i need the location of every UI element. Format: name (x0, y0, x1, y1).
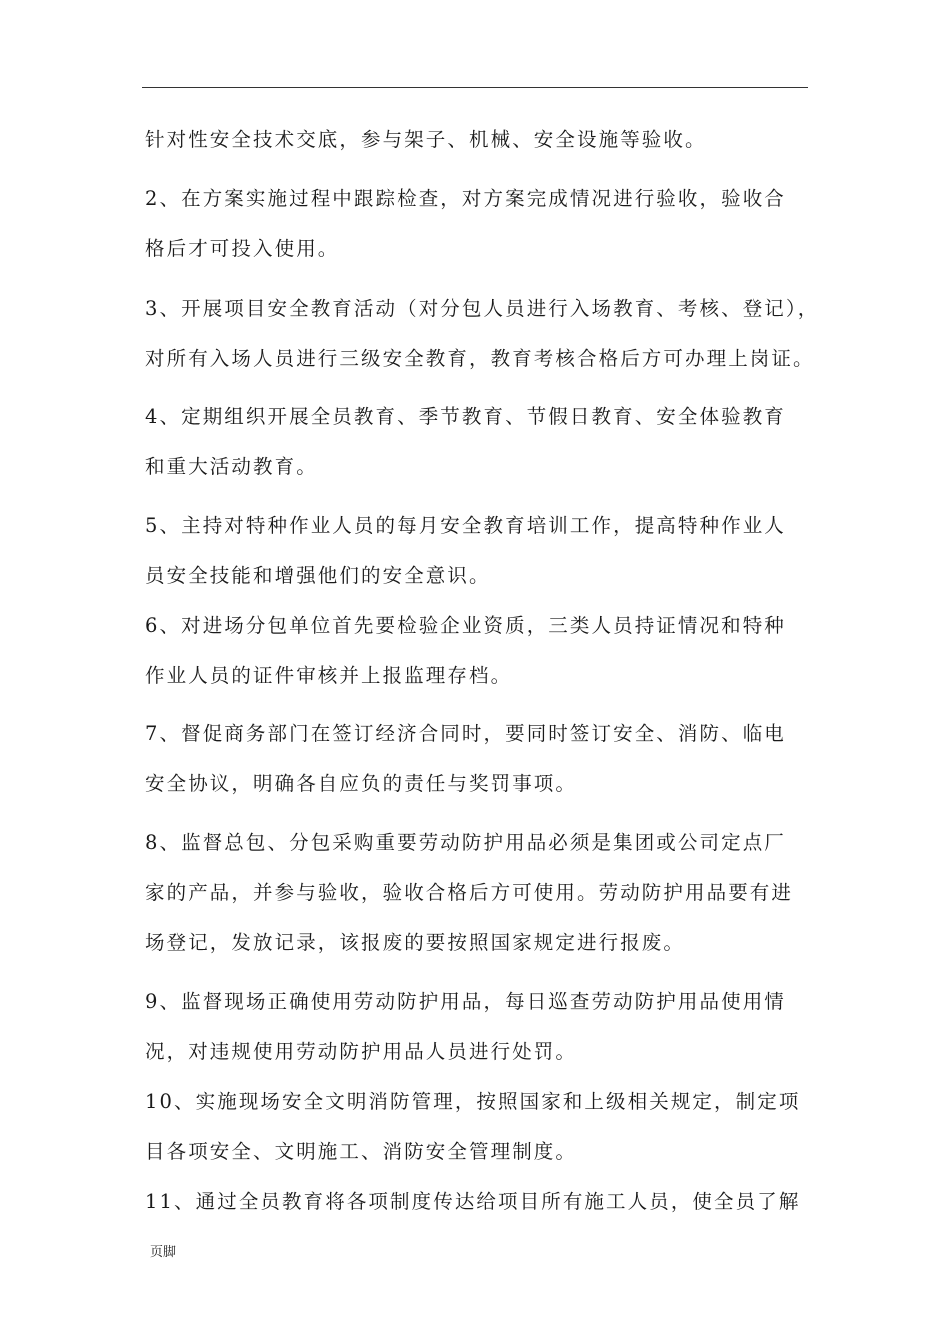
text-line: 场登记，发放记录，该报废的要按照国家规定进行报废。 (145, 931, 686, 954)
text-line: 4、定期组织开展全员教育、季节教育、节假日教育、安全体验教育 (145, 405, 786, 428)
text-line: 格后才可投入使用。 (145, 237, 340, 260)
header-rule (142, 87, 808, 88)
text-line: 7、督促商务部门在签订经济合同时，要同时签订安全、消防、临电 (145, 722, 786, 745)
text-line: 和重大活动教育。 (145, 455, 318, 478)
text-line: 6、对进场分包单位首先要检验企业资质，三类人员持证情况和特种 (145, 614, 786, 637)
text-line: 员安全技能和增强他们的安全意识。 (145, 564, 491, 587)
text-line: 对所有入场人员进行三级安全教育，教育考核合格后方可办理上岗证。 (145, 347, 815, 370)
text-line: 作业人员的证件审核并上报监理存档。 (145, 664, 513, 687)
text-line: 3、开展项目安全教育活动（对分包人员进行入场教育、考核、登记）， (145, 297, 820, 320)
text-line: 目各项安全、文明施工、消防安全管理制度。 (145, 1140, 578, 1163)
text-line: 针对性安全技术交底，参与架子、机械、安全设施等验收。 (145, 128, 707, 151)
text-line: 5、主持对特种作业人员的每月安全教育培训工作，提高特种作业人 (145, 514, 786, 537)
footer-label: 页脚 (150, 1245, 177, 1260)
text-line: 家的产品，并参与验收，验收合格后方可使用。劳动防护用品要有进 (145, 881, 794, 904)
text-line: 2、在方案实施过程中跟踪检查，对方案完成情况进行验收，验收合 (145, 187, 786, 210)
text-line: 安全协议，明确各自应负的责任与奖罚事项。 (145, 772, 578, 795)
text-line: 况，对违规使用劳动防护用品人员进行处罚。 (145, 1040, 578, 1063)
text-line: 9、监督现场正确使用劳动防护用品，每日巡查劳动防护用品使用情 (145, 990, 786, 1013)
text-line: 8、监督总包、分包采购重要劳动防护用品必须是集团或公司定点厂 (145, 831, 786, 854)
text-line: 11、通过全员教育将各项制度传达给项目所有施工人员，使全员了解 (145, 1190, 801, 1213)
text-line: 10、实施现场安全文明消防管理，按照国家和上级相关规定，制定项 (145, 1090, 801, 1113)
